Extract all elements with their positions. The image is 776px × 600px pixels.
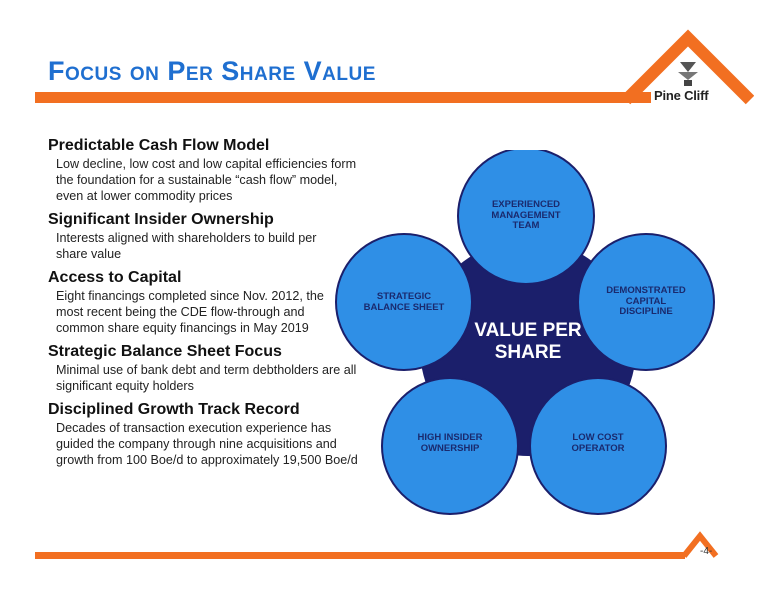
section-line: growth from 100 Boe/d to approximately 19,500 Boe/d [56,453,358,467]
section-line: Low decline, low cost and low capital efficiencies form [56,157,357,171]
node-label-line: DISCIPLINE [619,306,673,317]
section-line: most recent being the CDE flow-through and [56,305,305,319]
section-line: common share equity financings in May 2019 [56,321,309,335]
node-label-line: OWNERSHIP [420,442,480,454]
section-heading: Predictable Cash Flow Model [48,137,270,154]
title-underline-bar [35,92,651,103]
node-label-demonstrated-capital-discipline [586,286,706,318]
node-label-line: BALANCE SHEET [363,301,445,313]
pine-mark-icon [678,62,698,86]
node-label-line: DEMONSTRATED [606,285,686,296]
node-label-strategic-balance-sheet [344,292,464,313]
bullet-sections [48,136,368,474]
section-line: the foundation for a sustainable “cash flow” model, [56,173,338,187]
section-line: even at lower commodity prices [56,189,233,203]
value-diagram [330,150,730,540]
node-label-experienced-management-team [466,200,586,232]
node-label-line: CAPITAL [625,295,667,307]
section-line: significant equity holders [56,379,194,393]
footer-bar [35,552,685,559]
section-heading: Access to Capital [48,269,182,286]
center-label-line: SHARE [494,342,562,363]
section-line: share value [56,247,122,261]
center-label-line: VALUE PER [474,320,582,341]
page-number: -4- [700,546,713,557]
node-label-high-insider-ownership [390,433,510,454]
section-body [56,230,368,262]
section-body [56,288,368,336]
node-label-line: MANAGEMENT [491,209,561,221]
section-heading: Strategic Balance Sheet Focus [48,343,282,360]
logo-text: Pine Cliff [654,88,709,103]
section-line: Interests aligned with shareholders to build per [56,231,317,245]
node-label-low-cost-operator [538,433,658,454]
node-label-line: STRATEGIC [376,291,432,302]
section-line: Minimal use of bank debt and term debtholders are all [56,363,357,377]
section-body [56,362,368,394]
center-label [458,320,598,364]
node-label-line: TEAM [512,220,540,231]
node-label-line: OPERATOR [571,442,625,454]
section-line: Decades of transaction execution experience has [56,421,332,435]
section-heading: Disciplined Growth Track Record [48,401,300,418]
section-line: Eight financings completed since Nov. 2012, the [56,289,324,303]
section-line: guided the company through nine acquisitions and [56,437,337,451]
node-label-line: EXPERIENCED [491,199,561,210]
section-body [56,420,368,468]
slide-title: Focus on Per Share Value [48,56,376,86]
section-heading: Significant Insider Ownership [48,211,274,228]
node-label-line: HIGH INSIDER [417,432,483,443]
section-body [56,156,368,204]
node-label-line: LOW COST [572,432,624,443]
